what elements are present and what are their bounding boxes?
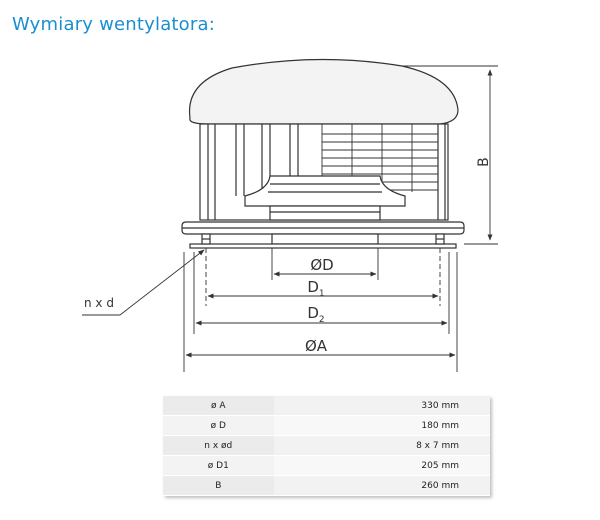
svg-text:D1 bbox=[307, 278, 324, 299]
spec-key: ø D1 bbox=[163, 456, 274, 476]
spec-row bbox=[163, 416, 490, 436]
page-title: Wymiary wentylatora: bbox=[12, 14, 215, 35]
spec-key: B bbox=[163, 476, 274, 496]
spec-value: 205 mm bbox=[274, 456, 490, 476]
spec-key: ø D bbox=[163, 416, 274, 436]
spec-value: 180 mm bbox=[274, 416, 490, 436]
dimension-b-label: B bbox=[476, 157, 492, 167]
fan-body bbox=[182, 59, 464, 248]
nxd-label: n x d bbox=[84, 296, 114, 310]
spec-value: 330 mm bbox=[274, 396, 490, 416]
spec-key: ø A bbox=[163, 396, 274, 416]
spec-row bbox=[163, 396, 490, 416]
fan-dimension-drawing bbox=[0, 40, 600, 380]
svg-text:D2 bbox=[307, 304, 324, 325]
spec-row bbox=[163, 456, 490, 476]
spec-row bbox=[163, 476, 490, 496]
spec-table bbox=[163, 396, 490, 496]
spec-key: n x ød bbox=[163, 436, 274, 456]
spec-value: 260 mm bbox=[274, 476, 490, 496]
dimension-d1-label: D bbox=[307, 278, 319, 296]
dimension-d1-subscript: 1 bbox=[318, 289, 325, 299]
fan-cap bbox=[190, 59, 458, 124]
spec-row bbox=[163, 436, 490, 456]
spec-value: 8 x 7 mm bbox=[274, 436, 490, 456]
dimension-od-label: ØD bbox=[310, 256, 334, 274]
dimension-d2-label: D bbox=[307, 304, 319, 322]
dimension-oa-label: ØA bbox=[304, 337, 328, 355]
impeller-cone bbox=[245, 176, 405, 206]
dimension-d2-subscript: 2 bbox=[318, 315, 325, 325]
